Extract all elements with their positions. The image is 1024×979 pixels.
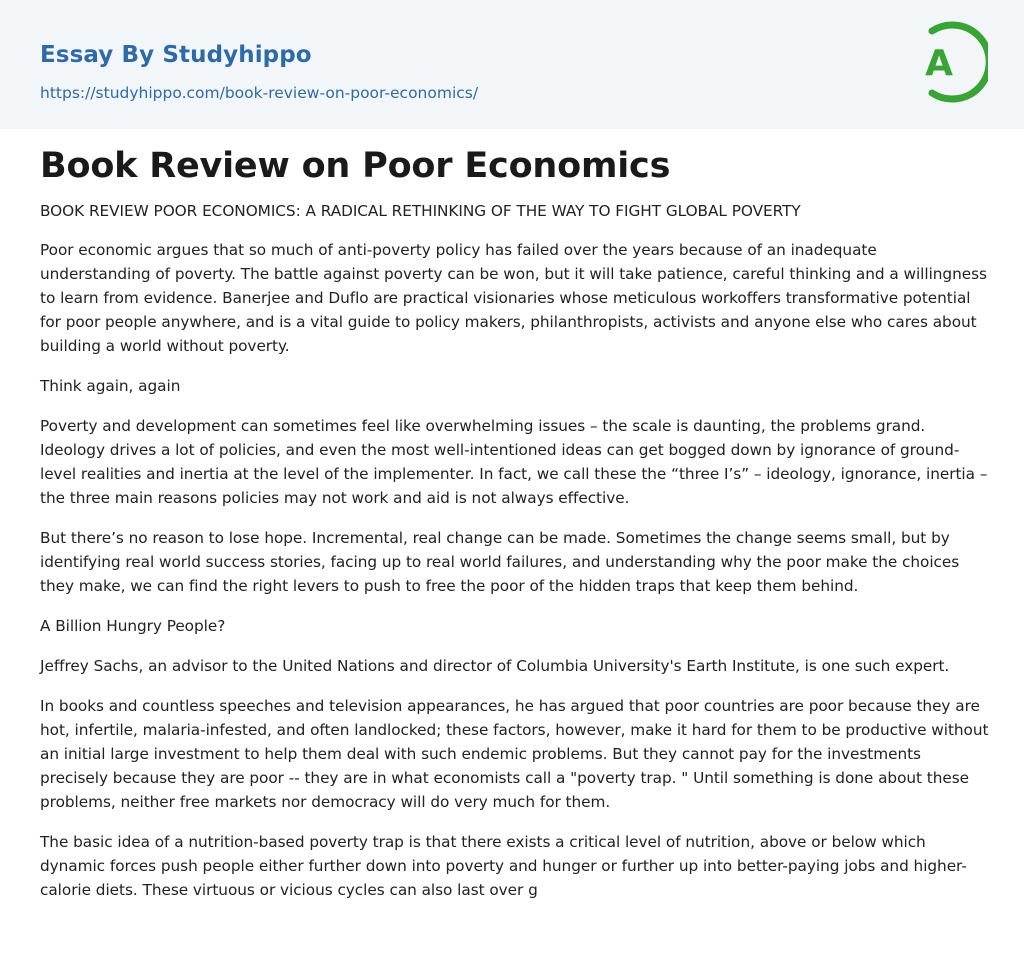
section-heading-billion-hungry: A Billion Hungry People? [40, 617, 226, 635]
paragraph-poverty-trap: In books and countless speeches and television appearances, he has argued that poor countries are poor because they are hot, infertile, malaria-infested, and often landlocked; these factors, however, make it hard for them to be productive without an initial large investment to help them deal with such endemic problems. But they cannot pay for the investments precisely because they are poor -- they are in what economists call a "poverty trap. " Until something is done about these problems, neither free markets nor democracy will do very much for them. [40, 697, 989, 811]
paragraph-three-is: Poverty and development can sometimes feel like overwhelming issues – the scale is daunting, the problems grand. Ideology drives a lot of policies, and even the most well-intentioned ideas can get bogged down by ignorance of ground-level realities and inertia at the level of the implementer. In fact, we call these the “three I’s” – ideology, ignorance, inertia – the three main reasons policies may not work and aid is not always effective. [40, 417, 988, 507]
paragraph-intro: Poor economic argues that so much of anti-poverty policy has failed over the years because of an inadequate understanding of poverty. The battle against poverty can be won, but it will take patience, careful thinking and a willingness to learn from evidence. Banerjee and Duflo are practical visionaries whose meticulous workoffers transformative potential for poor people anywhere, and is a vital guide to policy makers, philanthropists, activists and anyone else who cares about building a world without poverty. [40, 241, 987, 355]
paragraph-jeffrey-sachs: Jeffrey Sachs, an advisor to the United Nations and director of Columbia University's Earth Institute, is one such expert. [40, 657, 950, 675]
source-url-link[interactable]: https://studyhippo.com/book-review-on-poor-economics/ [40, 84, 479, 102]
article-subtitle: BOOK REVIEW POOR ECONOMICS: A RADICAL RETHINKING OF THE WAY TO FIGHT GLOBAL POVERTY [40, 202, 801, 220]
paragraph-nutrition-trap: The basic idea of a nutrition-based poverty trap is that there exists a critical level of nutrition, above or below which dynamic forces push people either further down into poverty and hunger or further up into better-paying jobs and higher-calorie diets. These virtuous or vicious cycles can also last over g [40, 833, 967, 899]
studyhippo-logo-icon[interactable] [910, 18, 988, 106]
article-title: Book Review on Poor Economics [40, 146, 671, 186]
brand-title: Essay By Studyhippo [40, 42, 312, 68]
paragraph-hope: But there’s no reason to lose hope. Incremental, real change can be made. Sometimes the change seems small, but by identifying real world success stories, facing up to real world failures, and understanding why the poor make the choices they make, we can find the right levers to push to free the poor of the hidden traps that keep them behind. [40, 529, 960, 595]
article-body [40, 199, 990, 918]
section-heading-think-again: Think again, again [40, 377, 181, 395]
logo-letter: A [925, 43, 953, 84]
